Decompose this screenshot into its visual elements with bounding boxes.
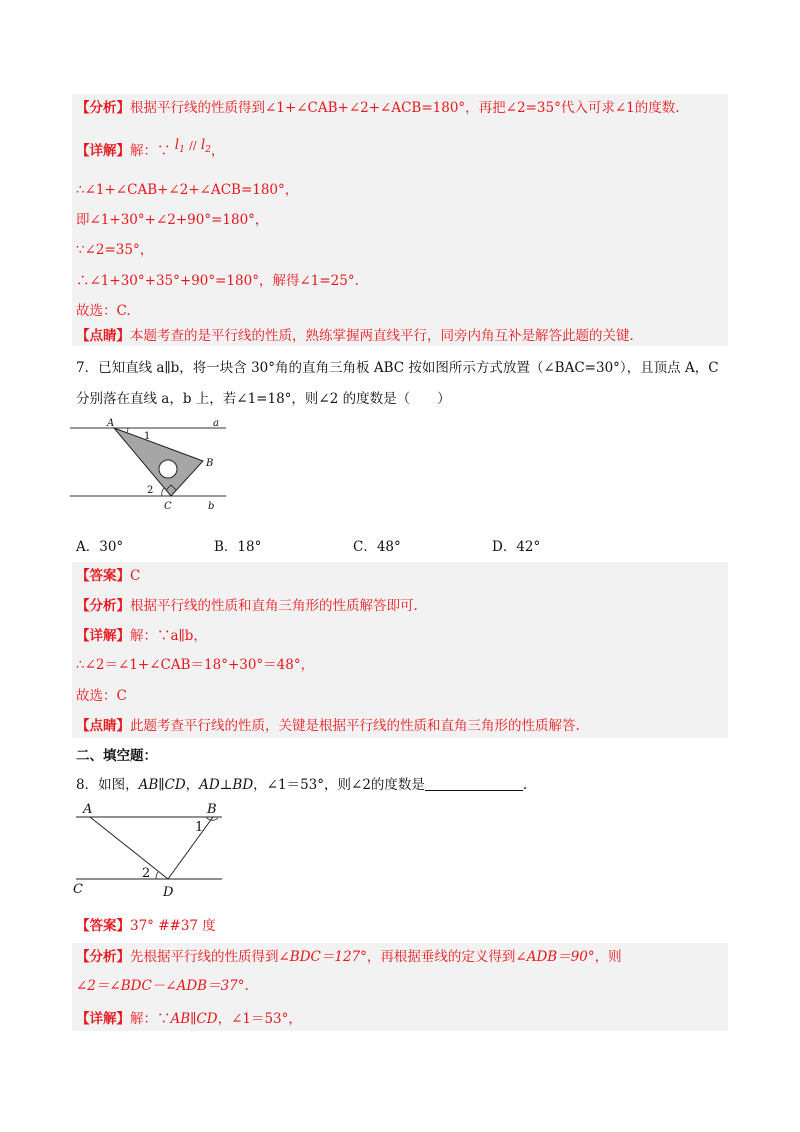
label-B: B (207, 802, 217, 817)
analysis-text: 根据平行线的性质和直角三角形的性质解答即可. (130, 598, 418, 614)
q7-comment-line (76, 717, 580, 735)
angle1-arc (127, 428, 128, 433)
detail-tag: 【详解】 (76, 1011, 130, 1027)
q7-stem-line1: 7．已知直线 a∥b，将一块含 30°角的直角三角板 ABC 按如图所示方式放置（∠BAC=30°），且顶点 A，C (76, 360, 719, 376)
line-l1: $l_1$ (174, 137, 185, 155)
segment-bd (168, 817, 213, 879)
detail-text: 解：∵a∥b， (130, 628, 207, 644)
analysis-text: 根据平行线的性质得到∠1+∠CAB+∠2+∠ACB=180°，再把∠2=35°代入可求∠1的度数. (130, 100, 680, 116)
label-2: 2 (142, 866, 151, 881)
q7-option-b: B．18° (214, 539, 262, 555)
detail-tag: 【详解】 (76, 628, 130, 644)
label-b: b (208, 501, 215, 512)
q8-detail-line: 【详解】解：∵AB∥CD，∠1＝53°， (76, 1011, 302, 1027)
q6-step1: ∴∠1+∠CAB+∠2+∠ACB=180°， (76, 182, 299, 198)
angle2-arc (162, 488, 164, 496)
q7-option-d: D．42° (492, 539, 541, 555)
q7-option-c: C．48° (353, 539, 401, 555)
q7-option-a: A．30° (76, 539, 124, 555)
label-B: B (206, 458, 214, 469)
comment-text: 本题考查的是平行线的性质，熟练掌握两直线平行，同旁内角互补是解答此题的关键. (130, 328, 634, 344)
segment-ad (90, 817, 168, 879)
answer-tag: 【答案】 (76, 918, 130, 934)
label-1: 1 (144, 431, 151, 442)
comment-tag: 【点睛】 (76, 718, 130, 734)
q7-answer-line (76, 567, 140, 585)
q7-step1: ∴∠2＝∠1+∠CAB＝18°+30°＝48°， (76, 657, 315, 673)
q6-step2: 即∠1+30°+∠2+90°=180°， (76, 212, 269, 228)
answer-tag: 【答案】 (76, 568, 130, 584)
q6-detail-line (76, 136, 224, 160)
answer-blank (425, 777, 523, 791)
formula-angle2: ∠2＝∠BDC－∠ADB＝37° (76, 978, 245, 994)
answer-value: 37° ##37 度 (130, 918, 216, 934)
q8-analysis-line1: 【分析】先根据平行线的性质得到∠BDC＝127°，再根据垂线的定义得到∠ADB＝90°，则 (76, 949, 622, 965)
angle2-arc (156, 872, 158, 879)
q8-stem: 8．如图，AB∥CD，AD⊥BD，∠1＝53°，则∠2的度数是 . (76, 777, 528, 793)
q7-analysis-line (76, 597, 418, 615)
triangle-abc (114, 428, 203, 496)
analysis-tag: 【分析】 (76, 598, 130, 614)
detail-comma: ， (210, 143, 225, 159)
q7-solution-shade (72, 562, 728, 738)
label-D: D (163, 885, 174, 900)
label-A: A (107, 418, 115, 429)
q8-analysis-line2: ∠2＝∠BDC－∠ADB＝37°. (76, 978, 249, 994)
label-a: a (213, 418, 219, 429)
q6-comment-line (76, 327, 634, 345)
q7-figure (70, 414, 230, 514)
section-title: 二、填空题： (76, 748, 157, 764)
line-l2: $l_2$ (200, 137, 211, 155)
formula-bdc: ∠BDC＝127° (278, 949, 367, 965)
parallel-symbol: // (189, 139, 197, 152)
q8-figure (70, 800, 230, 900)
label-C: C (164, 501, 172, 512)
analysis-tag: 【分析】 (76, 100, 130, 116)
detail-intro: 解：∵ (130, 143, 171, 159)
q6-step3: ∵∠2=35°， (76, 242, 154, 258)
label-2: 2 (147, 485, 154, 496)
q6-analysis-line (76, 99, 680, 117)
comment-tag: 【点睛】 (76, 328, 130, 344)
analysis-tag: 【分析】 (76, 949, 130, 965)
q8-answer-line (76, 917, 216, 935)
answer-value: C (130, 568, 141, 584)
detail-tag: 【详解】 (76, 143, 130, 159)
formula-adb: ∠ADB＝90° (515, 949, 595, 965)
triangle-hole (159, 460, 177, 478)
q7-stem-line2: 分别落在直线 a，b 上，若∠1=18°，则∠2 的度数是（ ） (76, 391, 451, 407)
q6-choice: 故选：C. (76, 303, 131, 319)
q6-step4: ∴∠1+30°+35°+90°=180°，解得∠1=25°. (76, 273, 359, 289)
label-1: 1 (195, 820, 204, 835)
q7-choice: 故选：C (76, 688, 127, 704)
comment-text: 此题考查平行线的性质，关键是根据平行线的性质和直角三角形的性质解答. (130, 718, 580, 734)
label-A: A (83, 802, 93, 817)
label-C: C (73, 882, 83, 897)
q7-detail-line (76, 627, 207, 645)
